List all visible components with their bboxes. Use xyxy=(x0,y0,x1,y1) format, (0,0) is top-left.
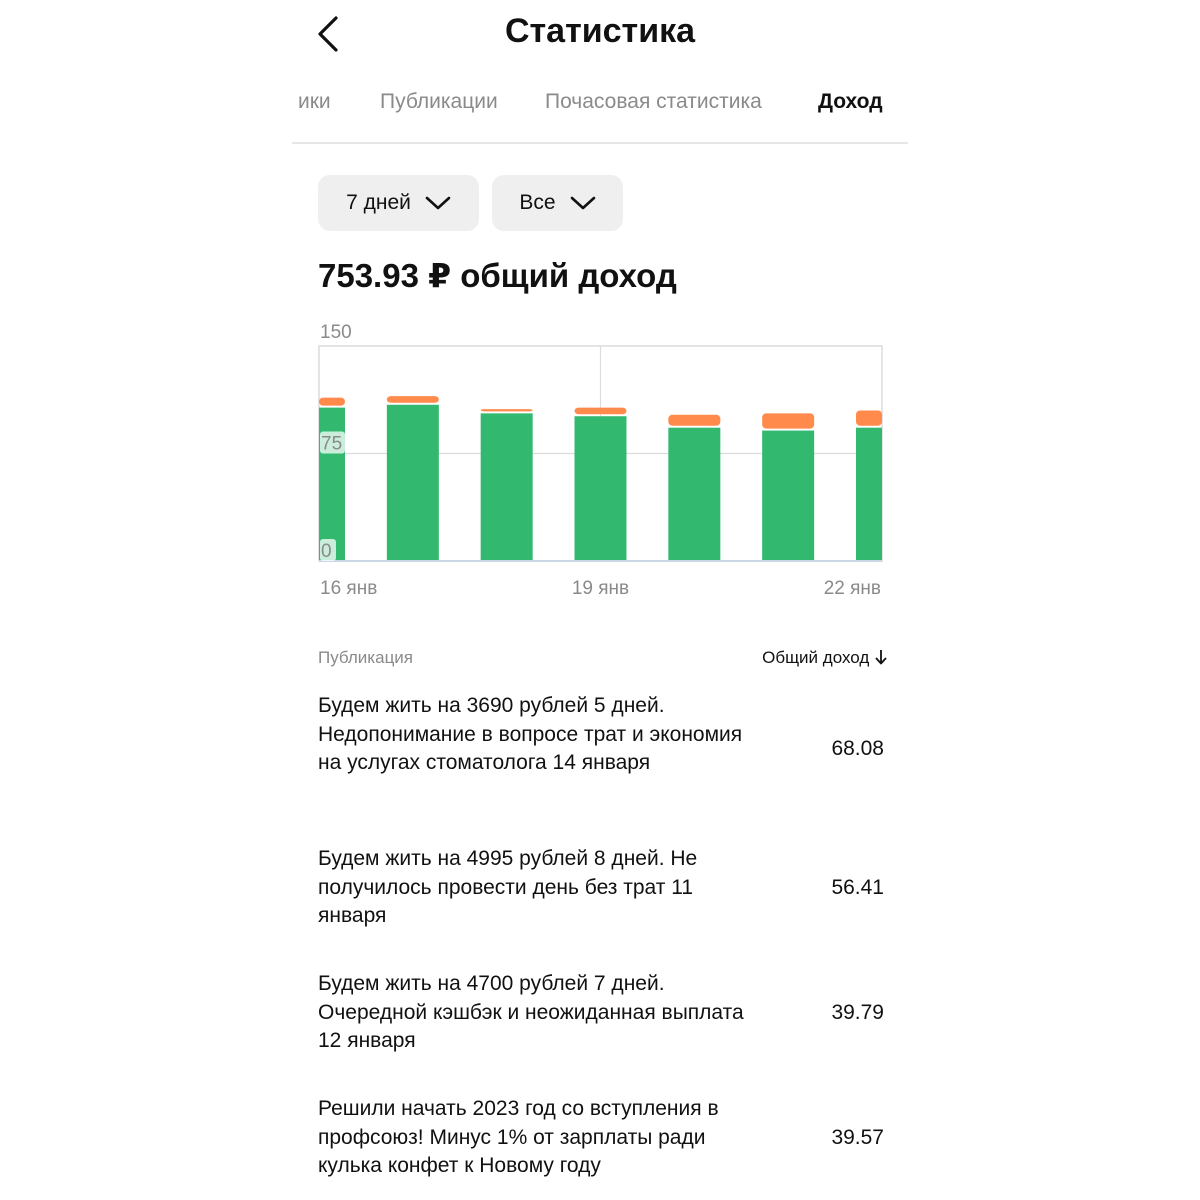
tab-publications[interactable]: Публикации xyxy=(380,90,498,113)
bar-segment xyxy=(387,396,439,403)
x-tick-label: 22 янв xyxy=(823,578,881,599)
bar-segment xyxy=(319,408,345,561)
column-income-sort[interactable] xyxy=(762,648,888,668)
header xyxy=(292,0,908,70)
total-income: 753.93 ₽ общий доход xyxy=(318,257,677,294)
publication-title: Будем жить на 4700 рублей 7 дней. Очередной кэшбэк и неожиданная выплата 12 января xyxy=(318,972,744,1052)
table-row[interactable] xyxy=(318,692,884,812)
chevron-down-icon xyxy=(425,195,451,211)
table-row[interactable] xyxy=(318,845,884,937)
tab-subscribers[interactable]: ики xyxy=(298,90,331,113)
publication-title: Будем жить на 4995 рублей 8 дней. Не получилось провести день без трат 11 января xyxy=(318,847,698,927)
bar-segment xyxy=(856,428,882,561)
bar-segment xyxy=(319,398,345,406)
publication-income: 39.79 xyxy=(831,1001,884,1024)
type-label: Все xyxy=(519,191,556,214)
tab-bar xyxy=(292,78,908,144)
publication-title: Будем жить на 3690 рублей 5 дней. Недопонимание в вопросе трат и экономия на услугах стоматолога 14 января xyxy=(318,694,743,774)
bar-segment xyxy=(575,416,627,561)
column-publication: Публикация xyxy=(318,648,414,667)
income-chart xyxy=(300,318,900,608)
tab-hourly-stats[interactable]: Почасовая статистика xyxy=(545,90,762,113)
bar-segment xyxy=(762,413,814,428)
bar-segment xyxy=(481,413,533,561)
bar-segment xyxy=(762,431,814,561)
page-title: Статистика xyxy=(504,12,696,50)
table-row[interactable] xyxy=(318,970,884,1062)
publication-title: Решили начать 2023 год со вступления в профсоюз! Минус 1% от зарплаты ради кулька конфет к Новому году xyxy=(318,1097,719,1177)
table-header xyxy=(318,648,888,674)
bar-segment xyxy=(387,405,439,561)
publication-income: 68.08 xyxy=(831,737,884,760)
income-bar-chart xyxy=(300,318,900,608)
table-row[interactable] xyxy=(318,1095,884,1187)
publication-income: 39.57 xyxy=(831,1126,884,1149)
period-label: 7 дней xyxy=(346,191,411,214)
tab-income[interactable]: Доход xyxy=(818,90,883,113)
y-tick-label: 150 xyxy=(320,322,352,343)
publication-income: 56.41 xyxy=(831,876,884,899)
x-tick-label: 16 янв xyxy=(320,578,378,599)
arrow-down-icon xyxy=(874,649,888,665)
column-income-label: Общий доход xyxy=(762,648,870,667)
x-tick-label: 19 янв xyxy=(571,578,630,599)
bar-segment xyxy=(481,409,533,411)
chevron-down-icon xyxy=(570,195,596,211)
y-tick-label: 75 xyxy=(321,433,343,455)
y-tick-label: 0 xyxy=(321,541,332,562)
bar-segment xyxy=(668,428,720,561)
bar-segment xyxy=(856,411,882,426)
bar-segment xyxy=(668,415,720,426)
type-dropdown[interactable] xyxy=(492,175,623,231)
bar-segment xyxy=(575,408,627,415)
period-dropdown[interactable] xyxy=(318,175,479,231)
